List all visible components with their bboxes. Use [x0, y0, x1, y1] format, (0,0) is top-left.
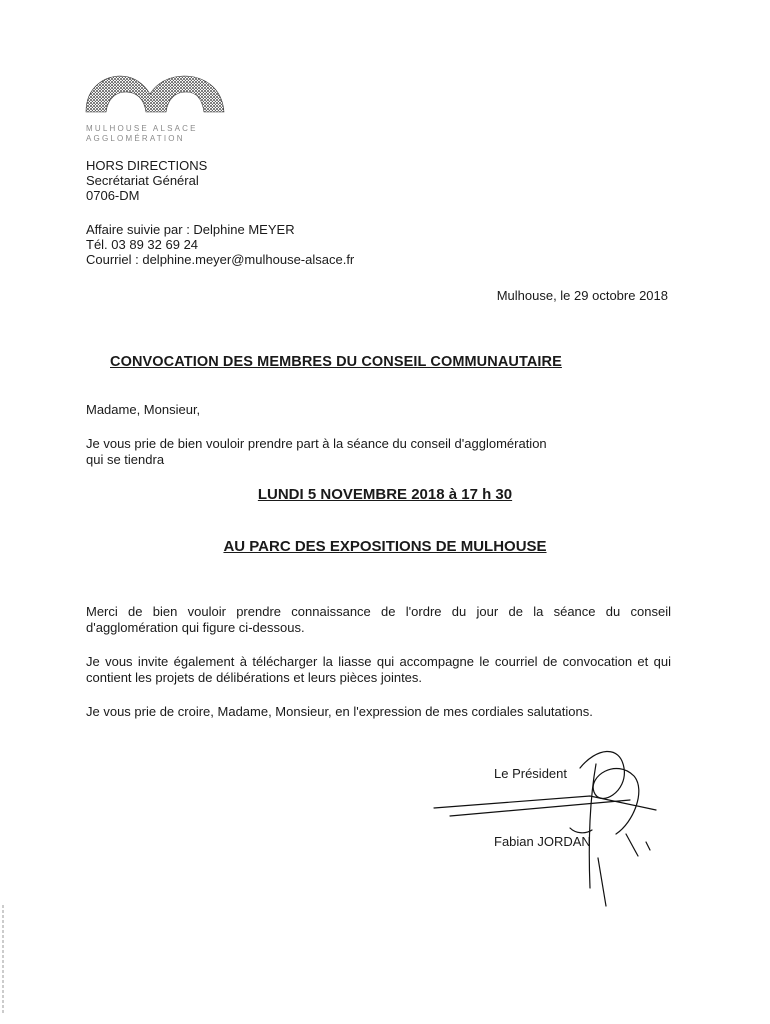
- paragraph-agenda: Merci de bien vouloir prendre connaissance de l'ordre du jour de la séance du conseil d'agglomération qui figure ci-dessous.: [86, 604, 671, 635]
- logo-wordmark: [86, 124, 198, 144]
- department: HORS DIRECTIONS: [86, 158, 208, 173]
- handwritten-signature: [420, 738, 680, 908]
- invitation-line2: qui se tiendra: [86, 452, 165, 467]
- logo-wordmark-line1: MULHOUSE ALSACE: [86, 124, 198, 133]
- sender-block: [86, 158, 207, 203]
- scan-margin-mark: [2, 905, 4, 1015]
- signatory-role: Le Président: [494, 766, 567, 781]
- invitation: [86, 436, 671, 468]
- service: Secrétariat Général: [86, 173, 199, 188]
- phone: Tél. 03 89 32 69 24: [86, 237, 199, 252]
- reference: 0706-DM: [86, 188, 140, 203]
- email: Courriel : delphine.meyer@mulhouse-alsace.fr: [86, 252, 355, 267]
- paragraph-download: Je vous invite également à télécharger la liasse qui accompagne le courriel de convocation et qui contient les projets de délibérations et leurs pièces jointes.: [86, 654, 671, 685]
- logo-wordmark-line2: AGGLOMÉRATION: [86, 134, 185, 143]
- signatory-name: Fabian JORDAN: [494, 834, 591, 849]
- letter-title: CONVOCATION DES MEMBRES DU CONSEIL COMMUNAUTAIRE: [110, 354, 562, 370]
- contact-block: [86, 222, 354, 267]
- meeting-location: AU PARC DES EXPOSITIONS DE MULHOUSE: [223, 538, 547, 555]
- organization-logo: [84, 72, 229, 114]
- invitation-line1: Je vous prie de bien vouloir prendre part à la séance du conseil d'agglomération: [86, 436, 547, 451]
- salutation: Madame, Monsieur,: [86, 402, 201, 417]
- meeting-date: LUNDI 5 NOVEMBRE 2018 à 17 h 30: [257, 486, 513, 503]
- followed-by: Affaire suivie par : Delphine MEYER: [86, 222, 295, 237]
- paragraph-closing: Je vous prie de croire, Madame, Monsieur, en l'expression de mes cordiales salutations.: [86, 704, 593, 719]
- date-line: Mulhouse, le 29 octobre 2018: [496, 288, 668, 303]
